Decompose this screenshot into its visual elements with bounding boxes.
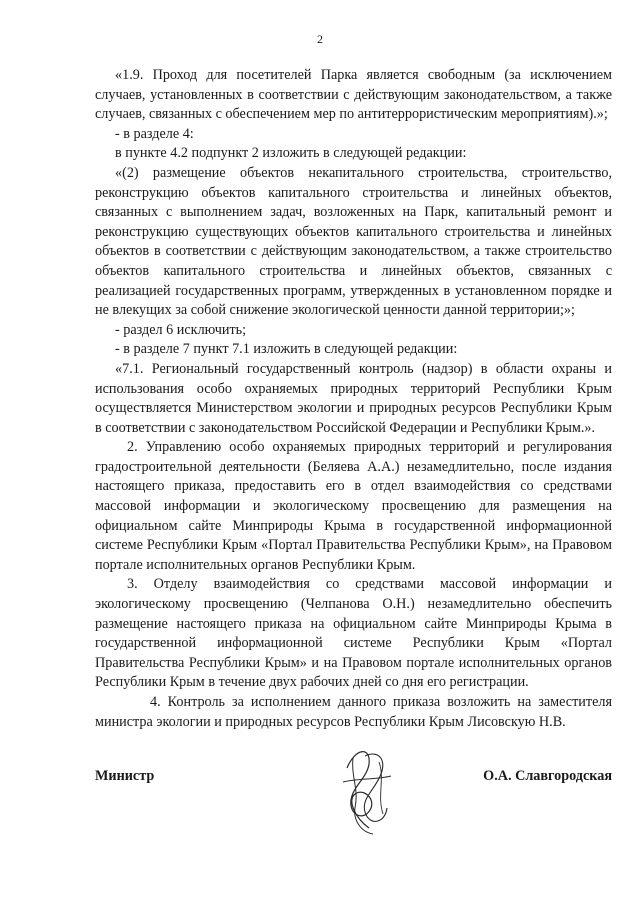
paragraph-item-2: 2. Управлению особо охраняемых природных территорий и регулирования градостроительной деятельности (Беляева А.А.) незамедлительно, после издания настоящего приказа, предоставить его в отдел взаимодействия со средствами массовой информации и экологическому просвещению для размещения на официальном сайте Минприроды Крыма в государственной информационной системе Республики Крым «Портал Правительства Республики Крым», на Правовом портале исполнительных органов Республики Крым.: [95, 439, 612, 573]
minister-title: Министр: [95, 768, 155, 784]
minister-name: О.А. Славгородская: [483, 768, 612, 784]
paragraph-section-7: - в разделе 7 пункт 7.1 изложить в следующей редакции:: [115, 341, 458, 358]
signature-icon: [325, 738, 405, 838]
paragraph-section-6: - раздел 6 исключить;: [115, 321, 247, 338]
paragraph-item-4: 4. Контроль за исполнением данного приказа возложить на заместителя министра экологии и природных ресурсов Республики Крым Лисовскую Н.В.: [95, 694, 612, 730]
paragraph-item-3: 3. Отделу взаимодействия со средствами массовой информации и экологическому просвещению (Челпанова О.Н.) незамедлительно обеспечить размещение настоящего приказа на официальном сайте Минприроды Крыма в государственной информационной системе Республики Крым «Портал Правительства Республики Крым» и на Правовом портале исполнительных органов Республики Крым в течение двух рабочих дней со дня его регистрации.: [95, 576, 612, 691]
paragraph-subpoint-2: «(2) размещение объектов некапитального строительства, строительство, реконструкцию объектов капитального строительства и линейных объектов, связанных с выполнением задач, возложенных на Парк, капитальный ремонт и реконструкцию существующих объектов капитального строительства и линейных объектов в соответствии с действующим законодательством, а также строительство объектов капитального строительства и линейных объектов, связанных с реализацией государственных программ, утвержденных в установленном порядке и не влекущих за собой снижение экологической ценности данной территории;»;: [95, 164, 612, 319]
paragraph-1-9: «1.9. Проход для посетителей Парка является свободным (за исключением случаев, установленных в соответствии с действующим законодательством, а также случаев, связанных с обеспечением мер по антитеррористическим мероприятиям).»;: [95, 67, 612, 123]
document-body: [95, 66, 612, 732]
paragraph-point-7-1: «7.1. Региональный государственный контроль (надзор) в области охраны и использования особо охраняемых природных территорий Республики Крым осуществляется Министерством экологии и природных ресурсов Республики Крым в соответствии с законодательством Российской Федерации и Республики Крым.».: [95, 360, 612, 436]
page-number: 2: [317, 32, 323, 46]
paragraph-section-4: - в разделе 4:: [115, 125, 194, 142]
paragraph-point-4-2: в пункте 4.2 подпункт 2 изложить в следующей редакции:: [115, 145, 467, 162]
